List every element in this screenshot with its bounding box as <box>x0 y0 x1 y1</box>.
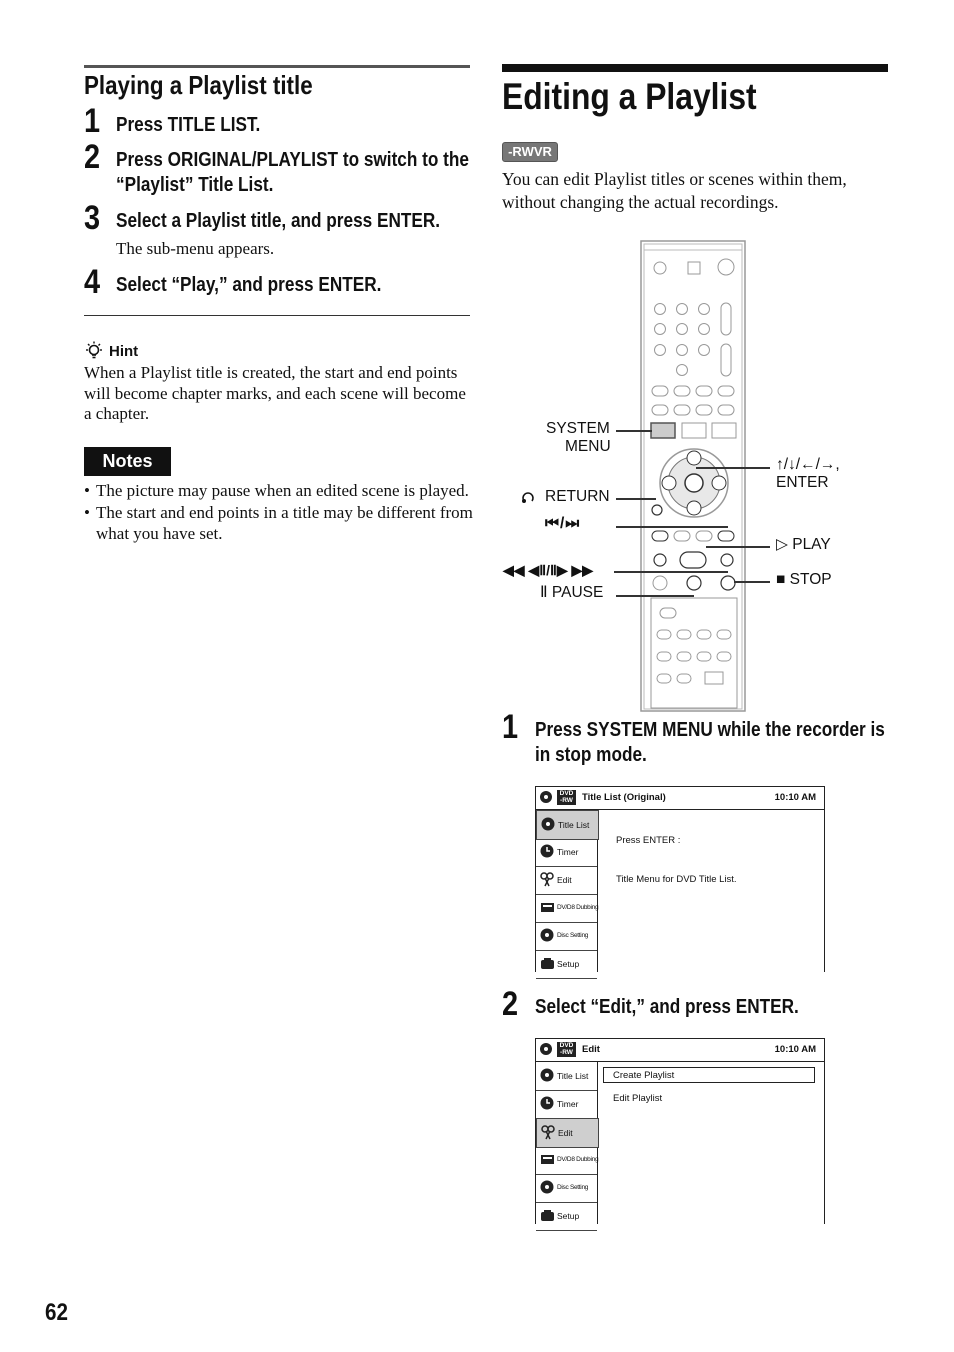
play-label: ▷ PLAY <box>776 536 831 553</box>
system-menu-label: MENU <box>565 438 611 455</box>
intro-text: You can edit Playlist titles or scenes within them, without changing the actual recordings. <box>502 169 847 212</box>
menu-item-dubbing[interactable]: DV/D8 Dubbing <box>536 894 597 923</box>
screen-clock: 10:10 AM <box>774 1044 816 1055</box>
hint-label: Hint <box>109 343 139 360</box>
title-list-icon <box>540 1068 555 1083</box>
setup-icon <box>540 956 555 971</box>
dubbing-icon <box>540 900 555 915</box>
arrows-enter-label: ENTER <box>776 474 829 491</box>
prev-next-label: ⏮/⏭ <box>545 515 581 532</box>
leader-line <box>616 498 656 500</box>
timer-icon <box>540 844 555 859</box>
step-text: Press ORIGINAL/PLAYLIST to switch to the <box>116 149 469 171</box>
arrows-enter-label: ↑/↓/←/→, <box>776 456 840 473</box>
divider <box>84 315 470 316</box>
menu-item-edit[interactable]: Edit <box>536 866 597 895</box>
screen-menu <box>536 810 598 972</box>
screen-header <box>536 787 824 810</box>
system-menu-label: SYSTEM <box>546 420 610 437</box>
setup-icon <box>540 1208 555 1223</box>
step-number: 4 <box>84 263 101 301</box>
screen-clock: 10:10 AM <box>774 792 816 803</box>
list-item: • The picture may pause when an edited scene is played. <box>84 481 469 500</box>
step-text: Select “Play,” and press ENTER. <box>116 274 382 296</box>
step-text: Press TITLE LIST. <box>116 114 261 136</box>
step-number: 1 <box>502 708 519 746</box>
page-number: 62 <box>45 1299 68 1326</box>
option-create-playlist[interactable]: Create Playlist <box>603 1067 815 1083</box>
pause-label: Ⅱ PAUSE <box>540 584 604 601</box>
page-title: Editing a Playlist <box>502 76 757 117</box>
menu-item-disc-setting[interactable]: Disc Setting <box>536 1174 597 1203</box>
leader-line <box>696 467 770 469</box>
disc-setting-icon <box>540 1180 555 1195</box>
step-text: in stop mode. <box>535 744 647 766</box>
notes-label: Notes <box>84 447 171 476</box>
section-heading: Playing a Playlist title <box>84 70 313 100</box>
leader-line <box>616 430 652 432</box>
option-edit-playlist[interactable]: Edit Playlist <box>613 1093 663 1104</box>
dubbing-icon <box>540 1152 555 1167</box>
step-text: “Playlist” Title List. <box>116 174 274 196</box>
leader-line <box>616 595 694 597</box>
step-number: 2 <box>84 138 101 176</box>
lightbulb-icon <box>84 341 104 361</box>
disc-format-badge: DVD -RW <box>557 790 576 805</box>
disc-icon <box>540 791 552 803</box>
step-subtext: The sub-menu appears. <box>116 239 275 258</box>
step-text: Select “Edit,” and press ENTER. <box>535 996 799 1018</box>
remote-control-illustration <box>640 240 748 712</box>
menu-item-dubbing[interactable]: DV/D8 Dubbing <box>536 1146 597 1175</box>
osd-screen-edit <box>535 1038 825 1224</box>
step-text: Select a Playlist title, and press ENTER. <box>116 210 441 232</box>
disc-setting-icon <box>540 928 555 943</box>
leader-line <box>734 581 770 583</box>
scissors-icon <box>541 1125 556 1140</box>
disc-type-badge: -RWVR <box>502 142 558 162</box>
leader-line <box>616 526 728 528</box>
screen-header <box>536 1039 824 1062</box>
hint-text: When a Playlist title is created, the start and end points will become chapter marks, and each scene will become a chapter. <box>84 363 466 423</box>
stop-label: ■ STOP <box>776 571 832 588</box>
scissors-icon <box>540 872 555 887</box>
title-list-icon <box>541 817 556 832</box>
disc-format-badge: DVD -RW <box>557 1042 576 1057</box>
screen-title: Edit <box>582 1044 600 1055</box>
leader-line <box>614 571 728 573</box>
return-icon <box>520 490 538 504</box>
menu-item-setup[interactable]: Setup <box>536 1202 597 1231</box>
leader-line <box>706 546 770 548</box>
step-number: 2 <box>502 985 519 1023</box>
note-text: The start and end points in a title may be different from what you have set. <box>96 503 473 543</box>
menu-item-disc-setting[interactable]: Disc Setting <box>536 922 597 951</box>
timer-icon <box>540 1096 555 1111</box>
rew-ff-label: ◀◀ ◀Ⅱ/Ⅱ▶ ▶▶ <box>503 562 594 578</box>
menu-item-edit[interactable]: Edit <box>536 1118 599 1148</box>
screen-title: Title List (Original) <box>582 792 666 803</box>
list-item: • The start and end points in a title may be different from what you have set. <box>84 503 473 543</box>
step-number: 3 <box>84 199 101 237</box>
note-text: The picture may pause when an edited scene is played. <box>96 481 469 500</box>
section-rule-top <box>502 64 888 72</box>
return-label: RETURN <box>545 488 610 505</box>
osd-screen-title-list <box>535 786 825 972</box>
disc-icon <box>540 1043 552 1055</box>
notes-list <box>84 480 476 544</box>
screen-menu <box>536 1062 598 1224</box>
menu-item-setup[interactable]: Setup <box>536 950 597 979</box>
menu-item-title-list[interactable]: Title List <box>536 1062 597 1091</box>
screen-message: Title Menu for DVD Title List. <box>616 874 737 885</box>
menu-item-title-list[interactable]: Title List <box>536 810 599 840</box>
menu-item-timer[interactable]: Timer <box>536 838 597 867</box>
menu-item-timer[interactable]: Timer <box>536 1090 597 1119</box>
step-number: 1 <box>84 102 101 140</box>
section-rule-top <box>84 65 470 68</box>
step-text: Press SYSTEM MENU while the recorder is <box>535 719 885 741</box>
screen-message: Press ENTER : <box>616 835 681 846</box>
